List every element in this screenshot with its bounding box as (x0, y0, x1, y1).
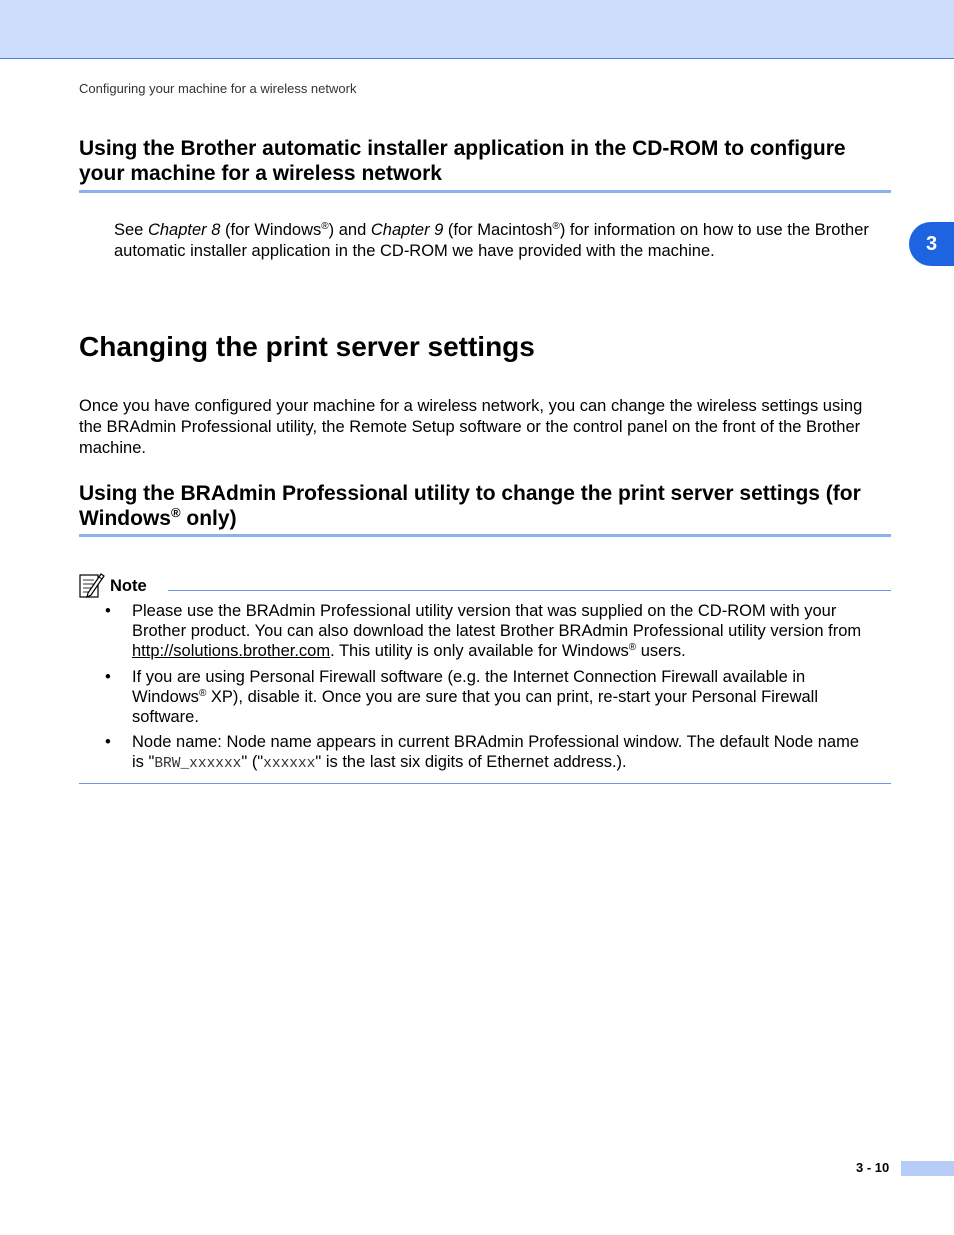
installer-paragraph: See Chapter 8 (for Windows®) and Chapter 9 (for Macintosh®) for information on how to use the Brother automatic installer application in the CD-ROM we have provided with the machine. (114, 221, 869, 260)
note-item-3: Node name: Node name appears in current BRAdmin Professional window. The default Node name is "BRW_xxxxxx" ("xxxxxx" is the last six digits of Ethernet address.). (132, 733, 860, 772)
note-rule (168, 590, 891, 591)
note-item-1: Please use the BRAdmin Professional utility version that was supplied on the CD-ROM with your Brother product. You can also download the latest Brother BRAdmin Professional utility version from http://solutions.brother.com. This utility is only available for Windows® users. (132, 602, 862, 660)
section-heading-installer (79, 136, 891, 186)
page-number-bar (901, 1161, 954, 1176)
top-header-band (0, 0, 954, 59)
bullet: • (105, 602, 111, 620)
heading-line-1: Using the Brother automatic installer application in the CD-ROM to configure (79, 137, 846, 160)
page-number: 3 - 10 (856, 1160, 890, 1175)
default-node-name: BRW_xxxxxx (154, 756, 242, 772)
section-heading-bradmin: Using the BRAdmin Professional utility to change the print server settings (for Windows® only) (79, 482, 861, 530)
heading-rule (79, 534, 891, 537)
bullet: • (105, 733, 111, 751)
heading-rule (79, 190, 891, 193)
heading-line-2: your machine for a wireless network (79, 162, 442, 185)
mac-digits-placeholder: xxxxxx (263, 756, 316, 772)
bullet: • (105, 668, 111, 686)
chapter-tab[interactable]: 3 (909, 222, 954, 266)
note-pencil-icon (79, 571, 105, 598)
intro-paragraph: Once you have configured your machine for a wireless network, you can change the wireless settings using the BRAdmin Professional utility, the Remote Setup software or the control panel on the front of the Brother machine. (79, 397, 863, 457)
running-header: Configuring your machine for a wireless network (79, 81, 357, 96)
chapter-9-ref: Chapter 9 (370, 221, 444, 239)
note-label: Note (110, 577, 147, 595)
note-item-2: If you are using Personal Firewall software (e.g. the Internet Connection Firewall available in Windows® XP), disable it. Once you are sure that you can print, re-start your Personal Firewall software. (132, 668, 818, 726)
brother-solutions-link[interactable]: http://solutions.brother.com (132, 642, 331, 660)
page-title: Changing the print server settings (79, 331, 535, 362)
note-end-rule (79, 783, 891, 784)
chapter-8-ref: Chapter 8 (147, 221, 221, 239)
